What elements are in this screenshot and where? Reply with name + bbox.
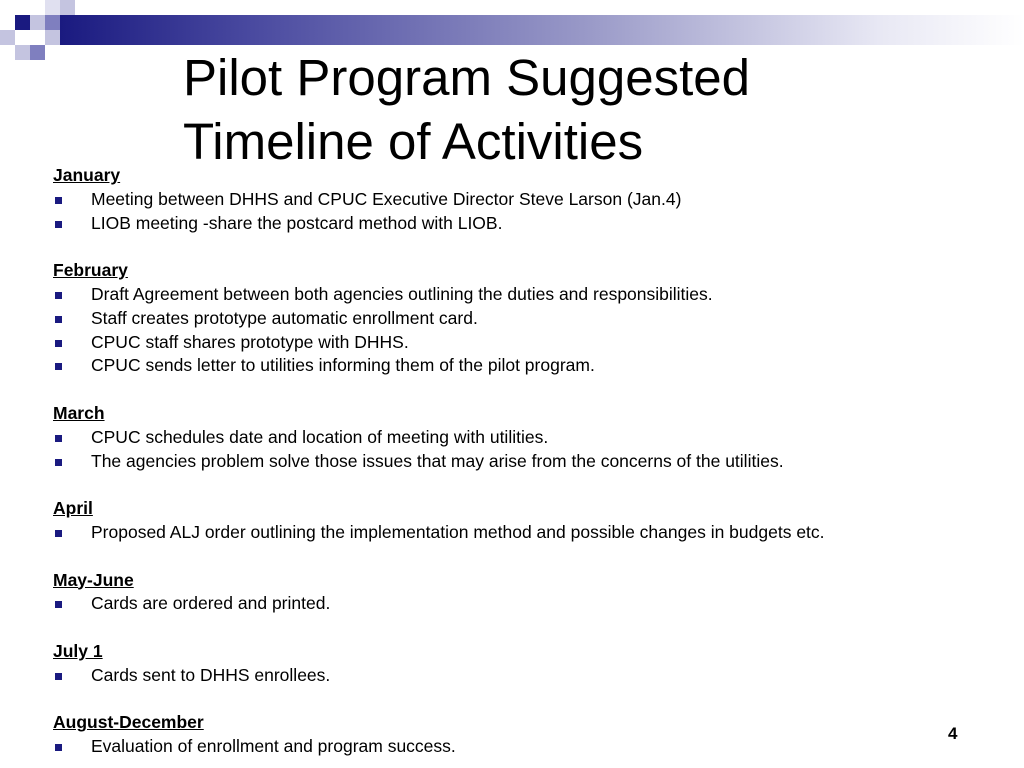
section-heading-april: April bbox=[53, 498, 93, 519]
header-gradient-bar bbox=[60, 15, 1024, 45]
decorative-square bbox=[30, 15, 45, 30]
list-item-text: LIOB meeting -share the postcard method with LIOB. bbox=[91, 212, 503, 233]
section-list-april bbox=[53, 521, 993, 545]
list-item bbox=[53, 664, 993, 688]
decorative-square bbox=[45, 15, 60, 30]
list-item bbox=[53, 307, 993, 331]
list-item bbox=[53, 354, 993, 378]
decorative-square bbox=[15, 45, 30, 60]
square-bullet-icon bbox=[55, 363, 62, 370]
list-item bbox=[53, 521, 993, 545]
section-list-may-june bbox=[53, 592, 993, 616]
list-item bbox=[53, 450, 993, 474]
list-item-text: Draft Agreement between both agencies outlining the duties and responsibilities. bbox=[91, 283, 713, 304]
decorative-square bbox=[45, 0, 60, 15]
decorative-square bbox=[15, 15, 30, 30]
list-item bbox=[53, 283, 993, 307]
section-list-july bbox=[53, 664, 993, 688]
slide-title-line1: Pilot Program Suggested bbox=[183, 49, 750, 106]
square-bullet-icon bbox=[55, 459, 62, 466]
section-heading-march: March bbox=[53, 402, 105, 423]
list-item-text: Cards are ordered and printed. bbox=[91, 593, 331, 614]
decorative-square bbox=[60, 0, 75, 15]
square-bullet-icon bbox=[55, 530, 62, 537]
square-bullet-icon bbox=[55, 316, 62, 323]
slide-title-line2: Timeline of Activities bbox=[183, 113, 644, 170]
list-item-text: CPUC sends letter to utilities informing them of the pilot program. bbox=[91, 355, 595, 376]
list-item-text: CPUC staff shares prototype with DHHS. bbox=[91, 331, 409, 352]
section-heading-january: January bbox=[53, 165, 121, 185]
list-item bbox=[53, 331, 993, 355]
list-item-text: Meeting between DHHS and CPUC Executive Director Steve Larson (Jan.4) bbox=[91, 188, 682, 209]
square-bullet-icon bbox=[55, 340, 62, 347]
square-bullet-icon bbox=[55, 435, 62, 442]
list-item bbox=[53, 212, 993, 236]
section-list-january bbox=[53, 188, 993, 236]
list-item bbox=[53, 426, 993, 450]
list-item-text: CPUC schedules date and location of meeting with utilities. bbox=[91, 426, 549, 447]
decorative-square bbox=[45, 30, 60, 45]
list-item bbox=[53, 735, 993, 759]
section-heading-august-december: August-December bbox=[53, 712, 204, 733]
list-item-text: Evaluation of enrollment and program success. bbox=[91, 736, 456, 757]
section-list-august-december bbox=[53, 735, 993, 759]
decorative-square bbox=[30, 45, 45, 60]
square-bullet-icon bbox=[55, 292, 62, 299]
timeline-content bbox=[53, 164, 993, 759]
list-item bbox=[53, 188, 993, 212]
list-item-text: The agencies problem solve those issues that may arise from the concerns of the utilities. bbox=[91, 450, 784, 471]
decorative-square bbox=[0, 30, 15, 45]
square-bullet-icon bbox=[55, 673, 62, 680]
list-item-text: Cards sent to DHHS enrollees. bbox=[91, 664, 331, 685]
section-heading-july: July 1 bbox=[53, 640, 103, 661]
section-heading-february: February bbox=[53, 260, 128, 281]
list-item bbox=[53, 592, 993, 616]
slide-title bbox=[183, 46, 963, 174]
square-bullet-icon bbox=[55, 601, 62, 608]
square-bullet-icon bbox=[55, 221, 62, 228]
section-list-march bbox=[53, 426, 993, 474]
section-list-february bbox=[53, 283, 993, 378]
list-item-text: Proposed ALJ order outlining the implementation method and possible changes in budgets etc. bbox=[91, 521, 825, 542]
section-heading-may-june: May-June bbox=[53, 569, 134, 590]
square-bullet-icon bbox=[55, 744, 62, 751]
page-number: 4 bbox=[948, 724, 958, 743]
square-bullet-icon bbox=[55, 197, 62, 204]
list-item-text: Staff creates prototype automatic enrollment card. bbox=[91, 307, 478, 328]
